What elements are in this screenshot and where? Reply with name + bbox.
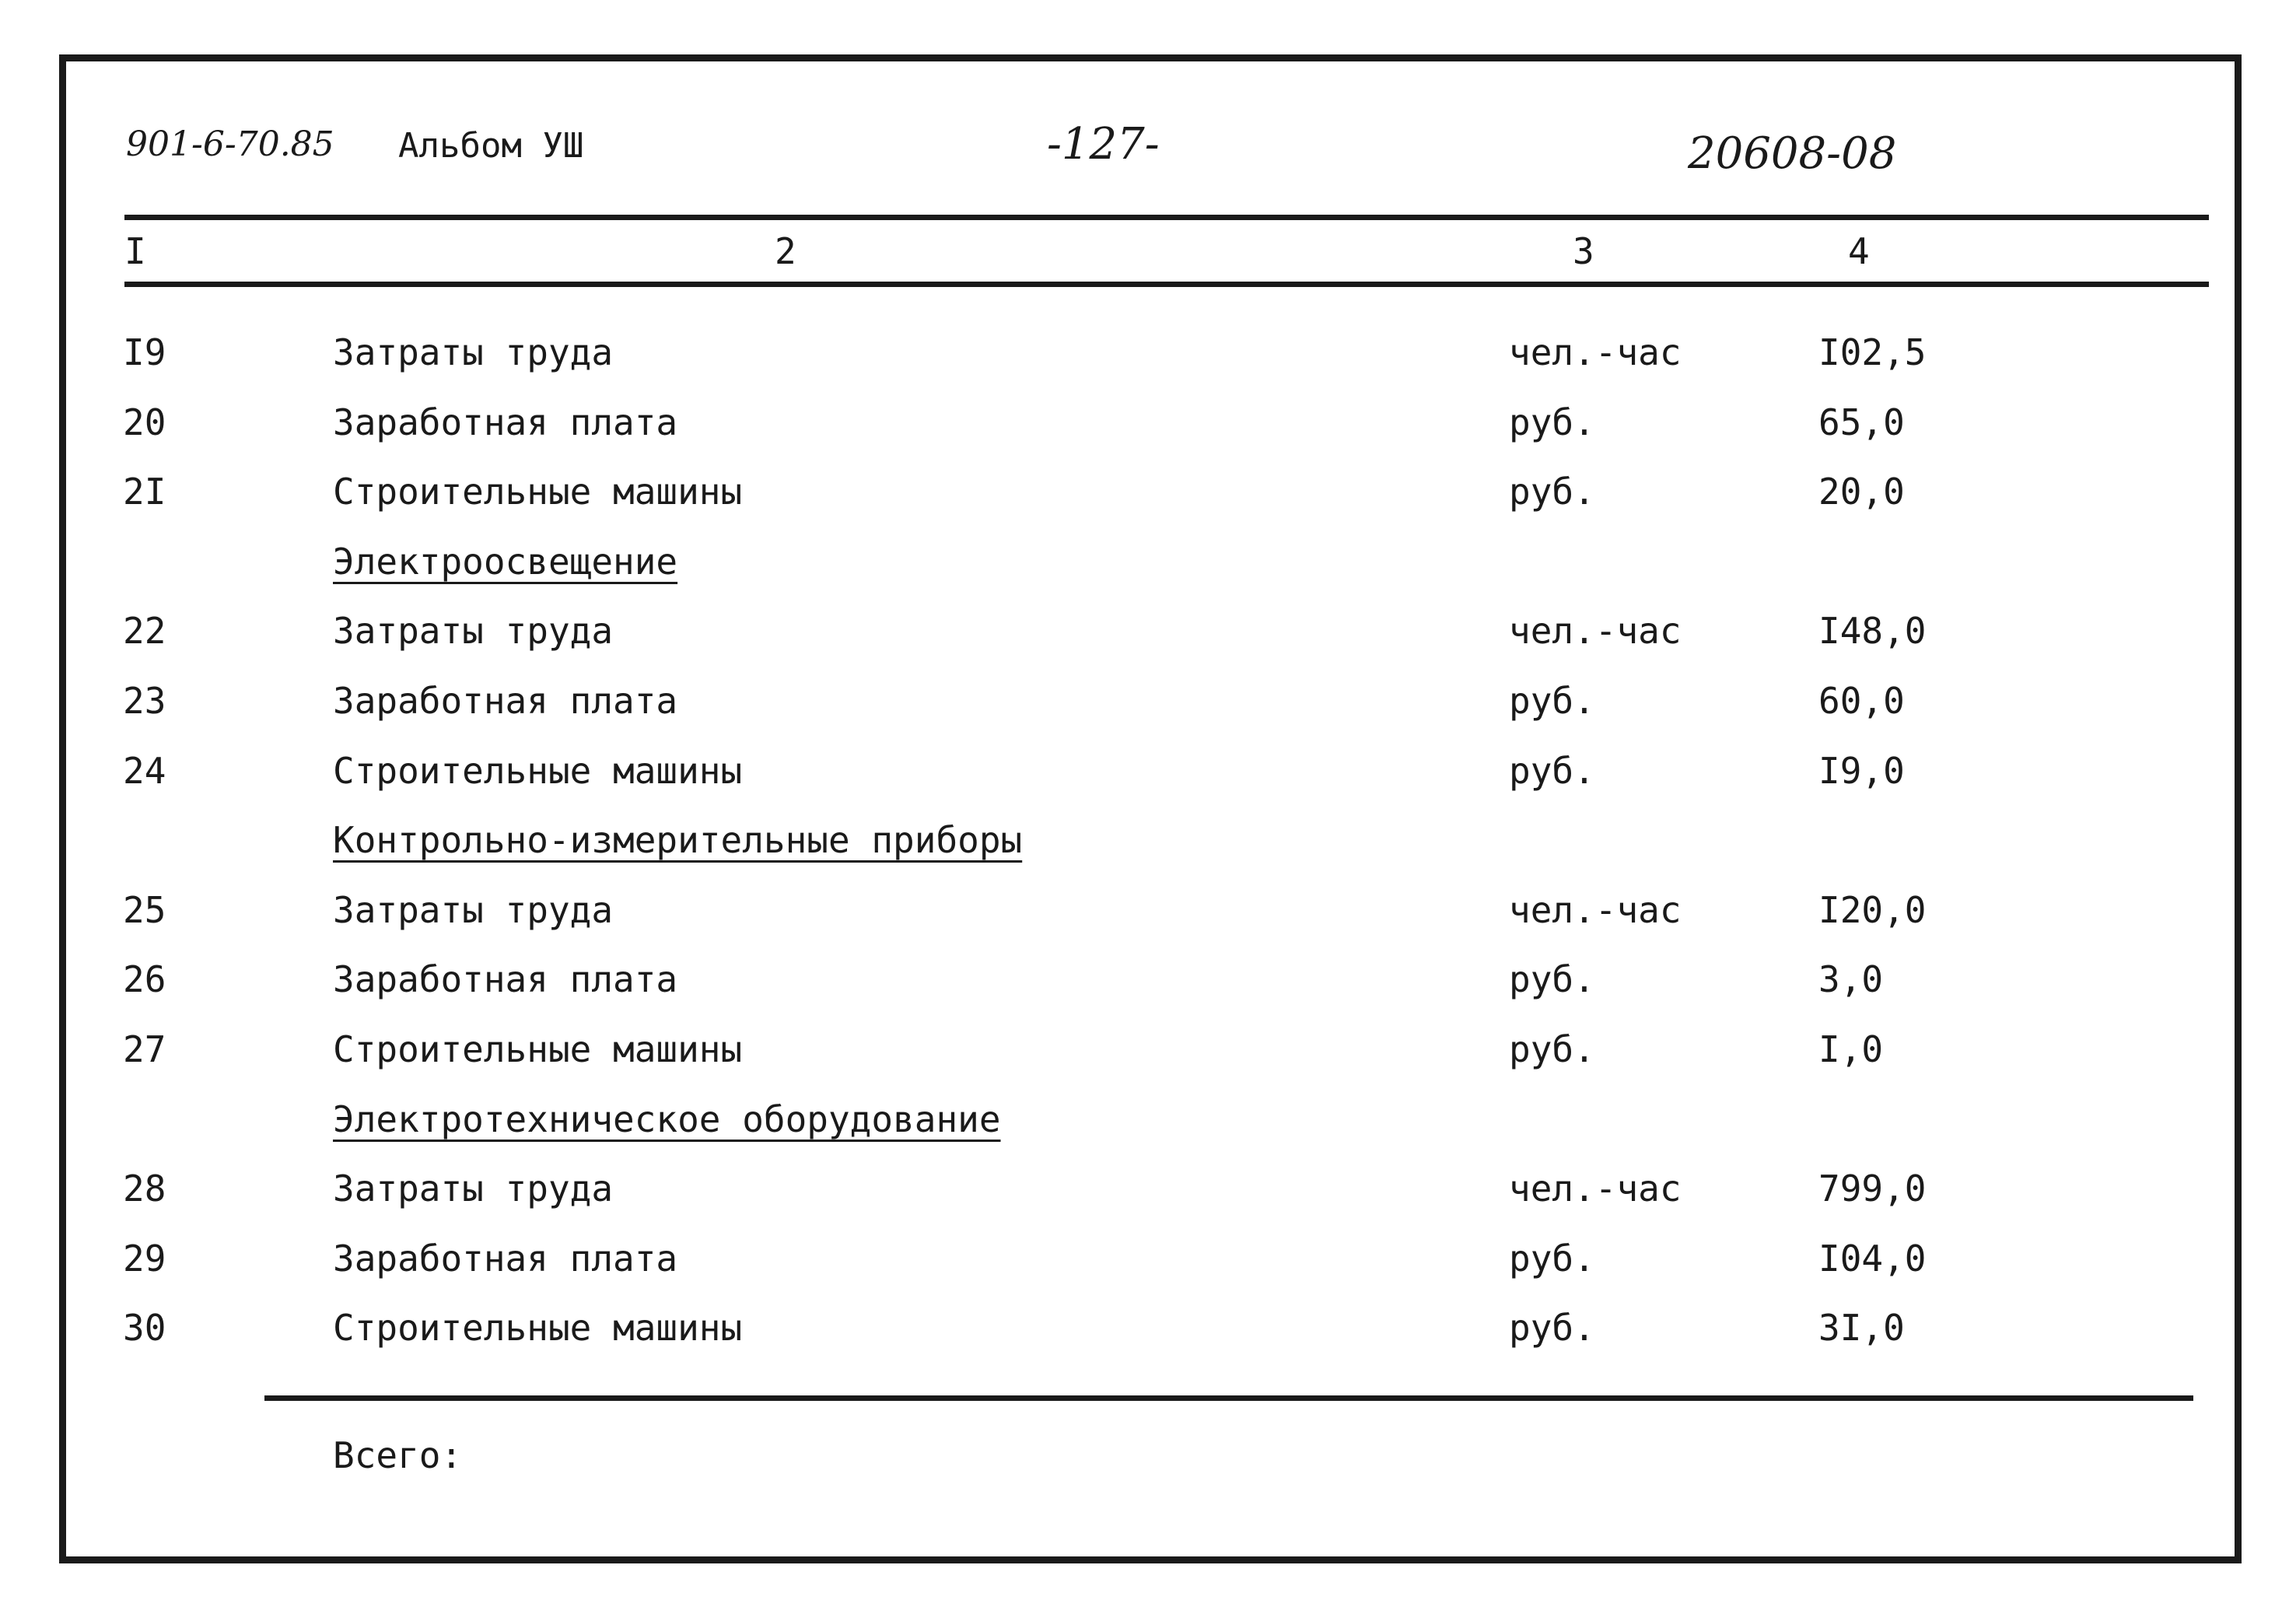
row-name: Заработная плата — [333, 1238, 678, 1280]
row-name: Строительные машины — [333, 1028, 743, 1070]
row-unit: руб. — [1509, 750, 1595, 792]
section-title: Контрольно-измерительные приборы — [333, 819, 1023, 861]
row-unit: чел.-час — [1509, 1168, 1682, 1210]
row-name: Заработная плата — [333, 680, 678, 722]
header-rule-top — [124, 215, 2209, 220]
row-unit: чел.-час — [1509, 610, 1682, 652]
row-unit: чел.-час — [1509, 331, 1682, 373]
row-unit: чел.-час — [1509, 889, 1682, 931]
row-unit: руб. — [1509, 1028, 1595, 1070]
row-number: I9 — [123, 331, 166, 373]
row-number: 22 — [123, 610, 166, 652]
row-name: Заработная плата — [333, 401, 678, 443]
row-number: 26 — [123, 958, 166, 1000]
row-value: 3I,0 — [1818, 1307, 1905, 1349]
row-number: 29 — [123, 1238, 166, 1280]
row-name: Строительные машины — [333, 1307, 743, 1349]
column-header-4: 4 — [1848, 230, 1870, 272]
row-name: Затраты труда — [333, 331, 614, 373]
row-number: 20 — [123, 401, 166, 443]
section-title: Электроосвещение — [333, 541, 678, 583]
doc-code: 901-6-70.85 — [126, 124, 334, 164]
row-number: 2I — [123, 471, 166, 513]
total-label: Всего: — [333, 1434, 463, 1476]
row-number: 23 — [123, 680, 166, 722]
section-title: Электротехническое оборудование — [333, 1098, 1001, 1140]
row-value: 3,0 — [1818, 958, 1884, 1000]
row-number: 25 — [123, 889, 166, 931]
row-value: I,0 — [1818, 1028, 1884, 1070]
row-name: Затраты труда — [333, 889, 614, 931]
row-value: I02,5 — [1818, 331, 1927, 373]
table-bottom-rule — [264, 1395, 2193, 1401]
row-value: 799,0 — [1818, 1168, 1927, 1210]
row-unit: руб. — [1509, 401, 1595, 443]
row-unit: руб. — [1509, 958, 1595, 1000]
row-name: Заработная плата — [333, 958, 678, 1000]
album-label: Альбом УШ — [398, 126, 584, 166]
row-value: I20,0 — [1818, 889, 1927, 931]
page-number: -127- — [1047, 119, 1160, 170]
row-name: Строительные машины — [333, 750, 743, 792]
row-value: 65,0 — [1818, 401, 1905, 443]
row-name: Строительные машины — [333, 471, 743, 513]
row-number: 30 — [123, 1307, 166, 1349]
row-value: I04,0 — [1818, 1238, 1927, 1280]
row-value: I9,0 — [1818, 750, 1905, 792]
header-rule-bottom — [124, 282, 2209, 287]
sheet-code: 20608-08 — [1688, 128, 1897, 179]
row-value: 20,0 — [1818, 471, 1905, 513]
row-value: I48,0 — [1818, 610, 1927, 652]
row-unit: руб. — [1509, 680, 1595, 722]
row-name: Затраты труда — [333, 610, 614, 652]
column-header-3: 3 — [1573, 230, 1594, 272]
row-unit: руб. — [1509, 1307, 1595, 1349]
column-header-2: 2 — [775, 230, 796, 272]
row-name: Затраты труда — [333, 1168, 614, 1210]
row-number: 27 — [123, 1028, 166, 1070]
row-unit: руб. — [1509, 1238, 1595, 1280]
row-number: 24 — [123, 750, 166, 792]
row-unit: руб. — [1509, 471, 1595, 513]
column-header-1: I — [124, 230, 146, 272]
row-number: 28 — [123, 1168, 166, 1210]
row-value: 60,0 — [1818, 680, 1905, 722]
